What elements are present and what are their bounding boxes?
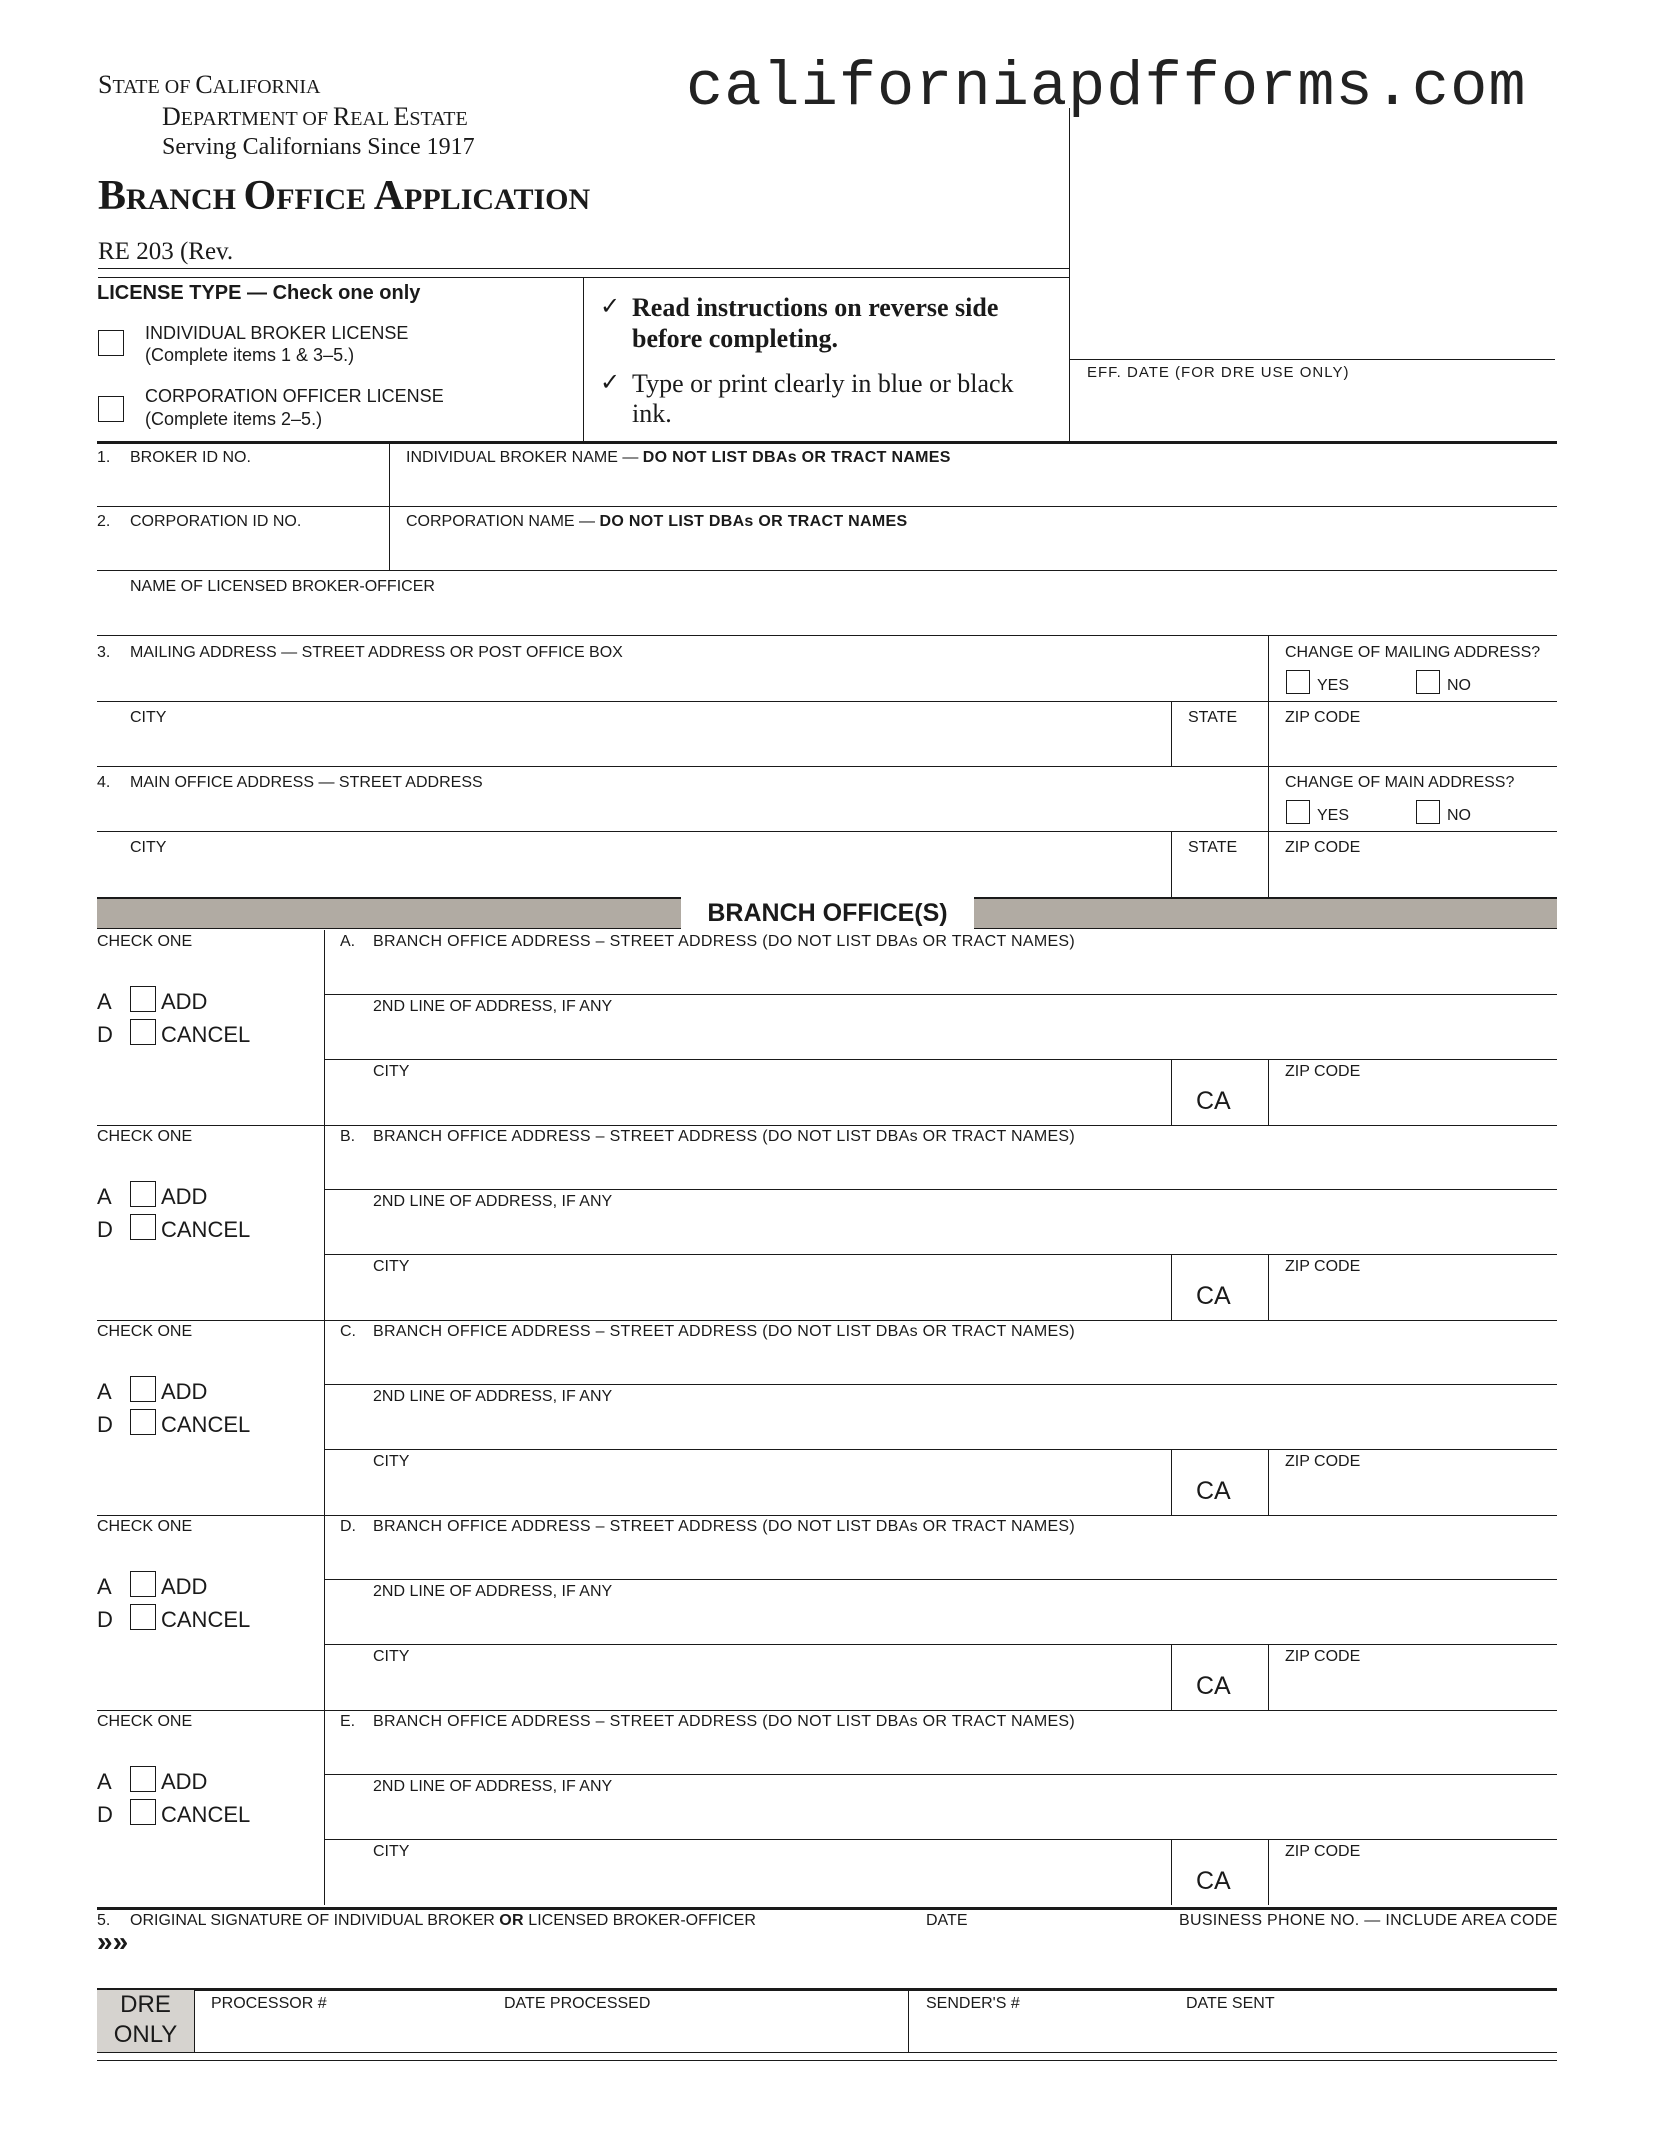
signature-label — [130, 1912, 756, 1930]
branch-c-street-rule — [324, 1384, 1557, 1385]
dre-only-line1: DRE — [120, 1991, 171, 2018]
branch-e-zip-field[interactable] — [1272, 1864, 1552, 1902]
branch-d-line2-label: 2ND LINE OF ADDRESS, IF ANY — [373, 1583, 613, 1600]
change-mailing-yes-label: YES — [1317, 677, 1350, 694]
corp-id-field[interactable] — [97, 534, 387, 570]
mailing-address-field[interactable] — [97, 665, 1265, 701]
branch-b-street-rule — [324, 1189, 1557, 1190]
branch-e-cancel-checkbox[interactable] — [130, 1799, 156, 1825]
branch-b-add-label: ADD — [161, 1184, 208, 1209]
branch-a-line2-field[interactable] — [330, 1019, 1552, 1057]
state-initial: S — [98, 70, 113, 99]
dre-divider — [908, 1990, 909, 2052]
form-number: RE 203 (Rev. — [98, 238, 234, 265]
check-icon-2: ✓ — [600, 370, 621, 396]
agency-department — [162, 102, 468, 132]
branch-c-state-divider — [1171, 1450, 1172, 1515]
branch-b-cancel-checkbox[interactable] — [130, 1214, 156, 1240]
branch-a-street-rule — [324, 994, 1557, 995]
branch-c-line2-rule — [324, 1449, 1557, 1450]
corp-name-field[interactable] — [392, 534, 1552, 570]
signature-arrows: »» — [97, 1926, 129, 1957]
branch-d-letter: D. — [340, 1518, 356, 1535]
change-main-yes-checkbox[interactable] — [1286, 800, 1310, 824]
change-main-no-checkbox[interactable] — [1416, 800, 1440, 824]
branch-a-add-checkbox[interactable] — [130, 986, 156, 1012]
change-main-label: CHANGE OF MAIN ADDRESS? — [1285, 774, 1515, 791]
row1-rule — [97, 506, 1557, 507]
branch-c-cancel-checkbox[interactable] — [130, 1409, 156, 1435]
branch-a-line2-rule — [324, 1059, 1557, 1060]
branch-banner-title: BRANCH OFFICE(S) — [681, 897, 974, 929]
branch-d-cancel-checkbox[interactable] — [130, 1604, 156, 1630]
branch-e-zip-divider — [1268, 1840, 1269, 1905]
individual-broker-checkbox[interactable] — [98, 330, 124, 356]
branch-c-cancel-label: CANCEL — [161, 1412, 251, 1437]
main-state-divider — [1171, 832, 1172, 898]
broker-id-field[interactable] — [97, 470, 387, 506]
eff-date-label: EFF. DATE (FOR DRE USE ONLY) — [1087, 364, 1350, 381]
branch-c-letter: C. — [340, 1323, 356, 1340]
branch-b-state-value: CA — [1196, 1282, 1231, 1310]
dre-top-rule — [97, 1988, 1557, 1991]
branch-e-line2-field[interactable] — [330, 1799, 1552, 1837]
dept-text-2: EAL — [350, 108, 394, 130]
change-mailing-no-label: NO — [1447, 677, 1471, 694]
dept-text-3: STATE — [409, 108, 468, 130]
main-number: 4. — [97, 774, 111, 791]
branch-e-state-divider — [1171, 1840, 1172, 1905]
change-mailing-yes-checkbox[interactable] — [1286, 670, 1310, 694]
branch-e-line2-rule — [324, 1839, 1557, 1840]
signature-date-field[interactable] — [926, 1933, 1176, 1973]
branch-a-cancel-label: CANCEL — [161, 1022, 251, 1047]
mailing-label: MAILING ADDRESS — STREET ADDRESS OR POST OFFICE BOX — [130, 644, 623, 661]
signature-date-label: DATE — [926, 1912, 968, 1929]
branch-e-state-value: CA — [1196, 1867, 1231, 1895]
corporation-officer-sub: (Complete items 2–5.) — [145, 409, 323, 429]
branch-a-zip-label: ZIP CODE — [1285, 1063, 1361, 1080]
individual-name-label — [406, 449, 951, 467]
branch-b-city-label: CITY — [373, 1258, 410, 1275]
branch-a-state-value: CA — [1196, 1087, 1231, 1115]
branch-c-street-field[interactable] — [330, 1344, 1552, 1382]
branch-c-city-label: CITY — [373, 1453, 410, 1470]
branch-d-city-label: CITY — [373, 1648, 410, 1665]
branch-a-letter: A. — [340, 933, 356, 950]
main-rule — [97, 831, 1557, 832]
branch-e-city-field[interactable] — [330, 1864, 1166, 1902]
branch-c-add-label: ADD — [161, 1379, 208, 1404]
branch-c-line2-label: 2ND LINE OF ADDRESS, IF ANY — [373, 1388, 613, 1405]
header-rule — [98, 268, 1069, 269]
main-label: MAIN OFFICE ADDRESS — STREET ADDRESS — [130, 774, 483, 791]
broker-id-number: 1. — [97, 449, 111, 466]
branch-e-left-divider — [324, 1710, 325, 1905]
branch-c-street-label: BRANCH OFFICE ADDRESS – STREET ADDRESS (DO NOT LIST DBAs OR TRACT NAMES) — [373, 1323, 1076, 1340]
branch-a-city-field[interactable] — [330, 1084, 1166, 1122]
branch-a-bottom-rule — [97, 1125, 1557, 1126]
branch-b-bottom-rule — [97, 1320, 1557, 1321]
state-text-2: ALIFORNIA — [212, 76, 321, 98]
dept-text: EPARTMENT OF — [180, 108, 333, 130]
branch-b-street-field[interactable] — [330, 1149, 1552, 1187]
branch-d-check-one: CHECK ONE — [97, 1518, 193, 1535]
state-initial-c: C — [195, 70, 213, 99]
branch-b-line2-rule — [324, 1254, 1557, 1255]
dept-initial-e: E — [393, 102, 410, 131]
main-address-field[interactable] — [97, 795, 1265, 831]
branch-a-cancel-code: D — [97, 1022, 113, 1047]
branch-b-zip-field[interactable] — [1272, 1279, 1552, 1317]
branch-d-zip-label: ZIP CODE — [1285, 1648, 1361, 1665]
title-initial-b: B — [98, 173, 127, 219]
dre-bottom-rule — [97, 2052, 1557, 2053]
dept-initial-d: D — [162, 102, 181, 131]
row3-rule — [97, 635, 1557, 636]
processor-label: PROCESSOR # — [211, 1995, 327, 2012]
signature-field[interactable] — [150, 1933, 920, 1973]
branch-d-add-code: A — [97, 1574, 112, 1599]
branch-c-zip-field[interactable] — [1272, 1474, 1552, 1512]
branch-a-street-field[interactable] — [330, 954, 1552, 992]
change-mailing-no-checkbox[interactable] — [1416, 670, 1440, 694]
business-phone-field[interactable] — [1179, 1933, 1552, 1973]
corp-id-label: CORPORATION ID NO. — [130, 513, 302, 530]
branch-d-zip-field[interactable] — [1272, 1669, 1552, 1707]
branch-b-zip-divider — [1268, 1255, 1269, 1320]
instruction-2b: ink. — [632, 399, 672, 428]
broker-id-label: BROKER ID NO. — [130, 449, 251, 466]
individual-broker-label: INDIVIDUAL BROKER LICENSE — [145, 323, 409, 343]
branch-e-check-one: CHECK ONE — [97, 1713, 193, 1730]
state-text: TATE OF — [112, 76, 196, 98]
branch-e-zip-label: ZIP CODE — [1285, 1843, 1361, 1860]
mailing-zip-field[interactable] — [1272, 730, 1552, 766]
branch-d-line2-field[interactable] — [330, 1604, 1552, 1642]
branch-d-add-checkbox[interactable] — [130, 1571, 156, 1597]
signature-label-or: OR — [499, 1912, 524, 1929]
individual-name-text: INDIVIDUAL BROKER NAME — — [406, 449, 643, 466]
form-top-rule — [97, 441, 1557, 444]
branch-a-zip-divider — [1268, 1060, 1269, 1125]
dre-bottom-rule-2 — [97, 2060, 1557, 2061]
branch-d-cancel-code: D — [97, 1607, 113, 1632]
title-initial-a: A — [373, 173, 405, 219]
main-city-label: CITY — [130, 839, 167, 856]
senders-label: SENDER'S # — [926, 1995, 1020, 2012]
corp-id-number: 2. — [97, 513, 111, 530]
signature-label-b: LICENSED BROKER-OFFICER — [523, 1912, 756, 1929]
branch-b-zip-label: ZIP CODE — [1285, 1258, 1361, 1275]
branch-b-add-checkbox[interactable] — [130, 1181, 156, 1207]
branch-c-add-checkbox[interactable] — [130, 1376, 156, 1402]
individual-name-field[interactable] — [392, 470, 1552, 506]
branch-a-add-label: ADD — [161, 989, 208, 1014]
corp-name-bold: DO NOT LIST DBAs OR TRACT NAMES — [599, 513, 908, 530]
main-city-field[interactable] — [97, 860, 1167, 896]
branch-a-state-divider — [1171, 1060, 1172, 1125]
branch-d-add-label: ADD — [161, 1574, 208, 1599]
branch-c-zip-label: ZIP CODE — [1285, 1453, 1361, 1470]
branch-b-left-divider — [324, 1125, 325, 1320]
branch-b-add-code: A — [97, 1184, 112, 1209]
change-mailing-label: CHANGE OF MAILING ADDRESS? — [1285, 644, 1541, 661]
branch-b-line2-label: 2ND LINE OF ADDRESS, IF ANY — [373, 1193, 613, 1210]
corp-name-text: CORPORATION NAME — — [406, 513, 600, 530]
branch-b-state-divider — [1171, 1255, 1172, 1320]
branch-c-city-field[interactable] — [330, 1474, 1166, 1512]
branch-a-city-label: CITY — [373, 1063, 410, 1080]
license-divider — [583, 278, 584, 442]
branch-e-letter: E. — [340, 1713, 356, 1730]
branch-d-state-value: CA — [1196, 1672, 1231, 1700]
branch-d-street-field[interactable] — [330, 1539, 1552, 1577]
branch-e-cancel-code: D — [97, 1802, 113, 1827]
main-change-divider — [1268, 767, 1269, 898]
branch-a-zip-field[interactable] — [1272, 1084, 1552, 1122]
branch-c-check-one: CHECK ONE — [97, 1323, 193, 1340]
branch-c-line2-field[interactable] — [330, 1409, 1552, 1447]
dre-only-box — [97, 1990, 195, 2052]
broker-officer-field[interactable] — [97, 599, 1552, 635]
branch-e-street-field[interactable] — [330, 1734, 1552, 1772]
check-icon: ✓ — [600, 294, 621, 320]
branch-a-line2-label: 2ND LINE OF ADDRESS, IF ANY — [373, 998, 613, 1015]
mailing-city-rule — [97, 766, 1557, 767]
branch-c-left-divider — [324, 1320, 325, 1515]
corporation-officer-label: CORPORATION OFFICER LICENSE — [145, 386, 444, 406]
corporation-officer-checkbox[interactable] — [98, 396, 124, 422]
dre-only-line2: ONLY — [113, 2021, 178, 2048]
title-text-3: PPLICATION — [404, 183, 591, 216]
main-state-field[interactable] — [1174, 860, 1266, 896]
main-zip-label: ZIP CODE — [1285, 839, 1361, 856]
business-phone-label: BUSINESS PHONE NO. — INCLUDE AREA CODE — [1179, 1912, 1558, 1929]
branch-c-add-code: A — [97, 1379, 112, 1404]
title-text-2: FFICE — [276, 183, 374, 216]
branch-b-check-one: CHECK ONE — [97, 1128, 193, 1145]
branch-b-cancel-label: CANCEL — [161, 1217, 251, 1242]
row1-divider — [389, 443, 390, 571]
branch-e-add-code: A — [97, 1769, 112, 1794]
branch-c-zip-divider — [1268, 1450, 1269, 1515]
branch-b-line2-field[interactable] — [330, 1214, 1552, 1252]
corp-name-label — [406, 513, 907, 531]
branch-d-line2-rule — [324, 1644, 1557, 1645]
branch-e-line2-label: 2ND LINE OF ADDRESS, IF ANY — [373, 1778, 613, 1795]
branch-b-letter: B. — [340, 1128, 356, 1145]
branch-d-street-label: BRANCH OFFICE ADDRESS – STREET ADDRESS (DO NOT LIST DBAs OR TRACT NAMES) — [373, 1518, 1076, 1535]
header-divider-vertical — [1069, 108, 1070, 442]
branch-a-add-code: A — [97, 989, 112, 1014]
date-processed-label: DATE PROCESSED — [504, 1995, 651, 2012]
individual-broker-sub: (Complete items 1 & 3–5.) — [145, 345, 355, 365]
signature-label-a: ORIGINAL SIGNATURE OF INDIVIDUAL BROKER — [130, 1912, 500, 1929]
main-state-label: STATE — [1188, 839, 1238, 856]
instruction-1a: Read instructions on reverse side — [632, 293, 999, 322]
title-text-1: RANCH — [126, 183, 244, 216]
date-sent-label: DATE SENT — [1186, 1995, 1275, 2012]
mailing-rule — [97, 701, 1557, 702]
branch-d-zip-divider — [1268, 1645, 1269, 1710]
signature-number: 5. — [97, 1912, 111, 1929]
form-title — [98, 172, 590, 220]
branch-e-add-label: ADD — [161, 1769, 208, 1794]
branch-b-cancel-code: D — [97, 1217, 113, 1242]
branch-b-street-label: BRANCH OFFICE ADDRESS – STREET ADDRESS (DO NOT LIST DBAs OR TRACT NAMES) — [373, 1128, 1076, 1145]
branch-e-cancel-label: CANCEL — [161, 1802, 251, 1827]
signature-top-rule — [97, 1907, 1557, 1910]
branch-d-street-rule — [324, 1579, 1557, 1580]
mailing-city-field[interactable] — [97, 730, 1167, 766]
branch-c-cancel-code: D — [97, 1412, 113, 1437]
branch-d-left-divider — [324, 1515, 325, 1710]
main-zip-field[interactable] — [1272, 860, 1552, 896]
mailing-state-field[interactable] — [1174, 730, 1266, 766]
mailing-state-label: STATE — [1188, 709, 1238, 726]
branch-d-state-divider — [1171, 1645, 1172, 1710]
change-main-no-label: NO — [1447, 807, 1471, 824]
branch-e-street-label: BRANCH OFFICE ADDRESS – STREET ADDRESS (DO NOT LIST DBAs OR TRACT NAMES) — [373, 1713, 1076, 1730]
row2-rule — [97, 570, 1557, 571]
instruction-2a: Type or print clearly in blue or black — [632, 369, 1014, 398]
branch-e-add-checkbox[interactable] — [130, 1766, 156, 1792]
branch-d-city-field[interactable] — [330, 1669, 1166, 1707]
branch-c-state-value: CA — [1196, 1477, 1231, 1505]
branch-b-city-field[interactable] — [330, 1279, 1166, 1317]
mailing-number: 3. — [97, 644, 111, 661]
watermark: californiapdfforms.com — [686, 52, 1527, 123]
mailing-zip-label: ZIP CODE — [1285, 709, 1361, 726]
agency-state — [98, 70, 320, 100]
individual-name-bold: DO NOT LIST DBAs OR TRACT NAMES — [642, 449, 951, 466]
branch-e-city-label: CITY — [373, 1843, 410, 1860]
eff-date-rule — [1069, 359, 1555, 360]
instruction-1b: before completing. — [632, 324, 839, 353]
agency-tagline: Serving Californians Since 1917 — [162, 134, 475, 160]
branch-d-cancel-label: CANCEL — [161, 1607, 251, 1632]
dept-initial-r: R — [332, 102, 351, 131]
branch-a-check-one: CHECK ONE — [97, 933, 193, 950]
branch-a-street-label: BRANCH OFFICE ADDRESS – STREET ADDRESS (DO NOT LIST DBAs OR TRACT NAMES) — [373, 933, 1076, 950]
change-main-yes-label: YES — [1317, 807, 1350, 824]
mailing-city-label: CITY — [130, 709, 167, 726]
branch-a-left-divider — [324, 930, 325, 1125]
branch-e-street-rule — [324, 1774, 1557, 1775]
mailing-state-divider — [1171, 702, 1172, 767]
title-initial-o: O — [243, 173, 277, 219]
branch-a-cancel-checkbox[interactable] — [130, 1019, 156, 1045]
broker-officer-label: NAME OF LICENSED BROKER-OFFICER — [130, 578, 435, 595]
branch-d-bottom-rule — [97, 1710, 1557, 1711]
license-type-heading: LICENSE TYPE — Check one only — [97, 282, 421, 304]
branch-c-bottom-rule — [97, 1515, 1557, 1516]
